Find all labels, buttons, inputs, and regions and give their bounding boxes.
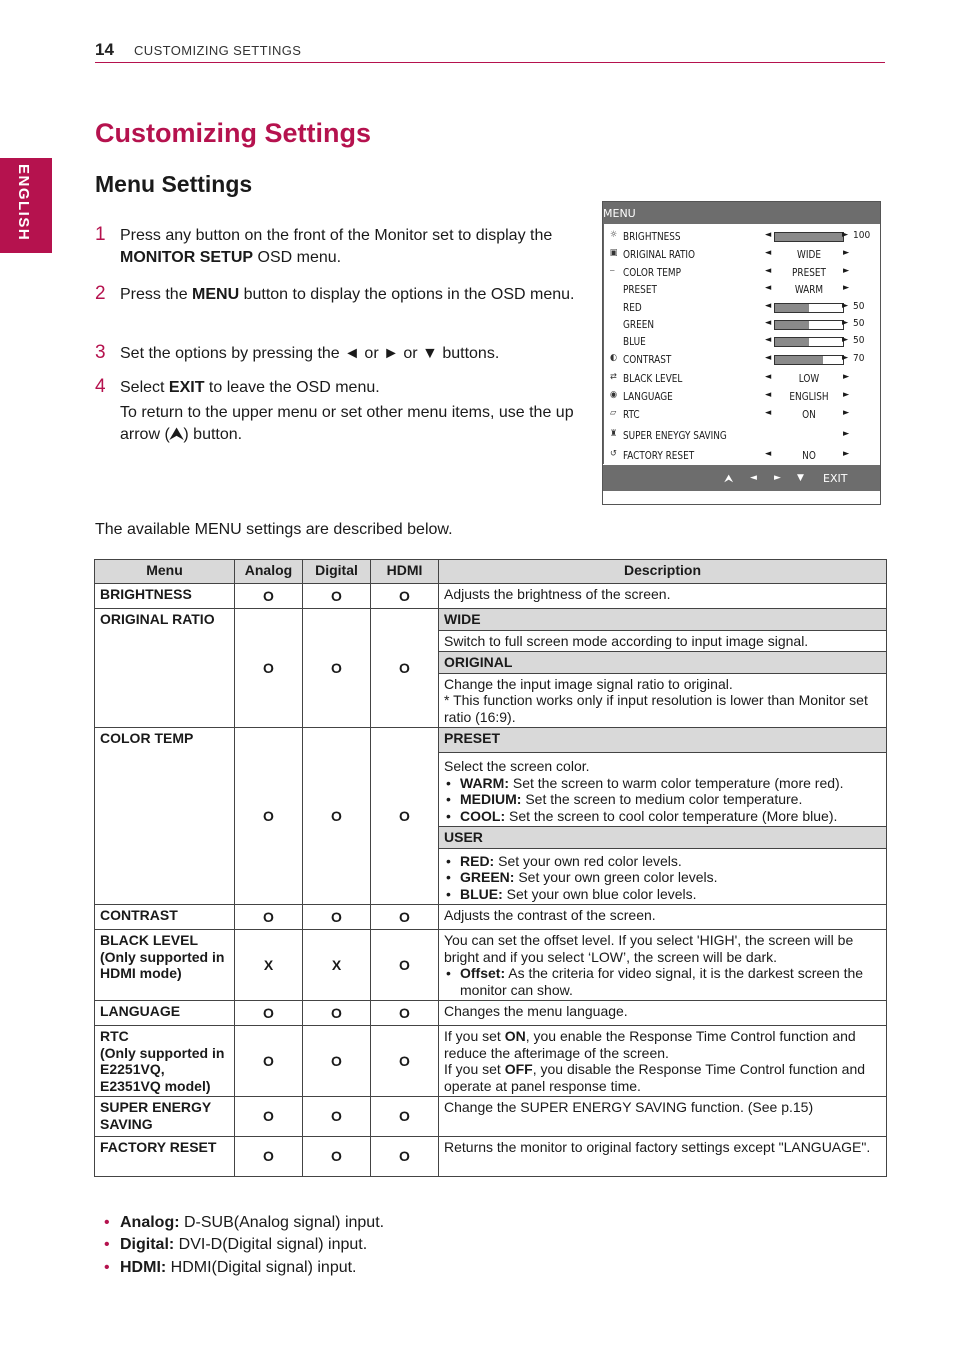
step-text: Press the (120, 286, 193, 303)
osd-menu-item (604, 390, 880, 404)
table-row (95, 1097, 887, 1137)
left-arrow-icon: ◄ (765, 353, 772, 363)
subsection-cell: ORIGINAL (439, 652, 887, 674)
hdmi-cell: O (371, 1097, 439, 1137)
description-cell (439, 673, 887, 728)
item-key: COOL: (460, 807, 506, 824)
table-row (95, 1001, 887, 1026)
osd-item-label: COLOR TEMP (623, 266, 681, 279)
digital-cell: X (303, 930, 371, 1001)
column-header: Menu (95, 560, 235, 584)
right-arrow-icon: ► (843, 390, 850, 400)
step-number: 1 (95, 224, 106, 245)
description-text (444, 1061, 881, 1094)
osd-item-value: ON (802, 408, 816, 421)
description-cell (439, 753, 887, 827)
description-text: You can set the offset level. If you select 'HIGH', the screen will be bright and if you select ‘LOW’, the screen will be dark. (444, 932, 854, 965)
osd-level-bar (774, 303, 844, 313)
osd-item-icon: ▱ (610, 408, 617, 418)
hdmi-cell: O (371, 1137, 439, 1177)
menu-cell (95, 1026, 235, 1097)
right-arrow-icon: ► (842, 335, 849, 345)
osd-level-bar (774, 355, 844, 365)
description-cell: Adjusts the contrast of the screen. (439, 905, 887, 930)
text: , you enable the Response Time Control function and reduce the afterimage of the screen. (444, 1028, 856, 1061)
item-key: RED: (460, 852, 495, 869)
page-number: 14 (95, 40, 114, 59)
hdmi-cell: O (371, 609, 439, 728)
table-row (95, 584, 887, 609)
description-cell: Adjusts the brightness of the screen. (439, 584, 887, 609)
legend-key: HDMI: (120, 1259, 167, 1276)
osd-level-fill (775, 321, 809, 329)
menu-cell: SUPER ENERGY SAVING (95, 1097, 235, 1137)
osd-title-bar (603, 202, 880, 224)
item-text: Set the screen to medium color temperature. (521, 791, 803, 807)
down-arrow-icon: ▼ (797, 473, 804, 483)
left-arrow-icon: ◄ (765, 449, 772, 459)
hdmi-cell: O (371, 1001, 439, 1026)
item-text: As the criteria for video signal, it is the darkest screen the monitor can show. (460, 965, 864, 998)
table-row (95, 609, 887, 631)
hdmi-cell: O (371, 930, 439, 1001)
osd-item-icon: ♜ (610, 429, 618, 439)
section-heading: Menu Settings (95, 171, 253, 197)
text: If you set (444, 1061, 505, 1077)
osd-menu-item (604, 449, 880, 463)
description-note: * This function works only if input resolution is lower than Monitor set ratio (16:9). (444, 692, 868, 725)
left-arrow-icon: ◄ (765, 318, 772, 328)
step-text: button to display the options in the OSD menu. (239, 286, 575, 303)
left-arrow-icon: ◄ (765, 408, 772, 418)
digital-cell: O (303, 1026, 371, 1097)
step-1 (95, 225, 575, 269)
step-3 (95, 343, 575, 365)
item-key: GREEN: (460, 869, 515, 885)
step-bold: MENU (192, 286, 240, 303)
list-item (444, 853, 881, 870)
menu-cell: CONTRAST (95, 905, 235, 930)
osd-menu-illustration (602, 201, 881, 505)
left-arrow-icon: ◄ (765, 248, 772, 258)
description-cell (439, 1026, 887, 1097)
analog-cell: O (235, 1001, 303, 1026)
osd-title: MENU (603, 207, 636, 220)
osd-item-icon: ⎯ (610, 266, 615, 276)
analog-cell: O (235, 728, 303, 905)
step-bold: MONITOR SETUP (120, 249, 254, 266)
osd-level-value: 50 (853, 335, 865, 346)
osd-item-label: ORIGINAL RATIO (623, 248, 696, 261)
legend-key: Analog: (120, 1214, 180, 1231)
left-arrow-icon: ◄ (765, 390, 772, 400)
menu-name: RTC (100, 1028, 129, 1044)
digital-cell: O (303, 1001, 371, 1026)
osd-menu-item (604, 266, 880, 280)
osd-menu-item (604, 318, 880, 332)
text: , you disable the Response Time Control function and operate at panel response time. (444, 1061, 866, 1094)
text: If you set (444, 1028, 505, 1044)
language-tab (0, 158, 52, 253)
list-item (444, 791, 881, 808)
right-arrow-icon: ► (843, 372, 850, 382)
item-text: Set your own green color levels. (514, 869, 718, 885)
left-arrow-icon: ◄ (765, 283, 772, 293)
section-title: CUSTOMIZING SETTINGS (134, 43, 302, 58)
osd-item-icon: ⇄ (610, 372, 617, 382)
osd-level-fill (775, 338, 809, 346)
list-item (444, 775, 881, 792)
analog-cell: O (235, 584, 303, 609)
page-title: Customizing Settings (95, 118, 371, 148)
osd-footer-bar (603, 465, 880, 491)
osd-item-label: BLACK LEVEL (623, 372, 683, 385)
osd-menu-item (604, 372, 880, 386)
description-cell: Changes the menu language. (439, 1001, 887, 1026)
description-text: Select the screen color. (444, 758, 590, 774)
subsection-cell: WIDE (439, 609, 887, 631)
analog-cell: O (235, 609, 303, 728)
legend-item-digital (104, 1236, 604, 1254)
osd-level-bar (774, 232, 844, 242)
osd-item-icon: ◉ (610, 390, 618, 400)
osd-item-label: RTC (623, 408, 640, 421)
osd-level-bar (774, 320, 844, 330)
right-arrow-icon: ► (843, 408, 850, 418)
header-rule (95, 62, 885, 63)
osd-menu-item (604, 230, 880, 244)
osd-item-label: LANGUAGE (623, 390, 673, 403)
osd-item-value: ENGLISH (789, 390, 829, 403)
analog-cell: X (235, 930, 303, 1001)
left-arrow-icon: ◄ (765, 230, 772, 240)
subsection-cell: USER (439, 827, 887, 849)
menu-cell (95, 930, 235, 1001)
right-arrow-icon: ► (842, 301, 849, 311)
table-intro: The available MENU settings are described below. (95, 521, 453, 538)
osd-level-value: 50 (853, 301, 865, 312)
digital-cell: O (303, 1097, 371, 1137)
osd-level-value: 50 (853, 318, 865, 329)
osd-item-value: WARM (794, 283, 824, 296)
osd-item-label: CONTRAST (623, 353, 672, 366)
legend-text: HDMI(Digital signal) input. (166, 1259, 357, 1276)
osd-item-value: WIDE (797, 248, 821, 261)
osd-menu-item (604, 408, 880, 422)
osd-menu-item (604, 301, 880, 315)
menu-cell: COLOR TEMP (95, 728, 235, 905)
osd-item-icon: ◐ (610, 353, 618, 363)
step-number: 3 (95, 342, 106, 363)
menu-settings-table (94, 559, 887, 1177)
list-item (444, 886, 881, 903)
step-number: 4 (95, 376, 106, 397)
osd-item-icon: ↺ (610, 449, 617, 459)
up-arrow-icon: ⮝ (169, 426, 184, 443)
subsection-cell: PRESET (439, 728, 887, 753)
right-arrow-icon: ► (843, 449, 850, 459)
osd-menu-item (604, 283, 880, 297)
table-row (95, 728, 887, 753)
osd-menu-panel (603, 224, 880, 464)
hdmi-cell: O (371, 1026, 439, 1097)
bullet-icon: • (104, 1259, 110, 1276)
osd-level-fill (775, 233, 843, 241)
text-bold: ON (504, 1028, 526, 1044)
table-header-row (95, 560, 887, 584)
column-header: HDMI (371, 560, 439, 584)
text-bold: OFF (504, 1061, 533, 1077)
menu-cell: BRIGHTNESS (95, 584, 235, 609)
hdmi-cell: O (371, 905, 439, 930)
osd-level-fill (775, 356, 823, 364)
left-arrow-icon: ◄ (765, 372, 772, 382)
osd-item-label: BLUE (623, 335, 646, 348)
right-arrow-icon: ► (842, 318, 849, 328)
hdmi-cell: O (371, 728, 439, 905)
hdmi-cell: O (371, 584, 439, 609)
description-cell: Switch to full screen mode according to input image signal. (439, 630, 887, 652)
item-text: Set the screen to warm color temperature (more red). (509, 774, 844, 791)
column-header: Digital (303, 560, 371, 584)
table-row (95, 905, 887, 930)
up-arrow-icon: ⮝ (724, 472, 734, 485)
osd-menu-item (604, 353, 880, 367)
step-2 (95, 284, 575, 306)
step-text: ) button. (183, 426, 243, 443)
step-text: Select (120, 379, 169, 396)
osd-menu-item (604, 248, 880, 262)
osd-menu-item (604, 429, 880, 443)
description-cell (439, 848, 887, 905)
osd-item-value: NO (802, 449, 816, 462)
osd-item-label: SUPER ENEYGY SAVING (623, 429, 727, 442)
menu-cell: ORIGINAL RATIO (95, 609, 235, 728)
item-text: Set the screen to cool color temperature (More blue). (505, 807, 838, 824)
description-text: Change the input image signal ratio to original. (444, 675, 733, 692)
right-arrow-icon: ► (842, 230, 849, 240)
left-arrow-icon: ◄ (765, 301, 772, 311)
description-cell (439, 930, 887, 1001)
menu-name: BLACK LEVEL (100, 932, 198, 948)
osd-item-label: GREEN (623, 318, 655, 331)
step-bold: EXIT (168, 379, 205, 396)
step-number: 2 (95, 283, 106, 304)
osd-item-label: RED (623, 301, 642, 314)
left-arrow-icon: ◄ (750, 473, 757, 483)
step-text: to leave the OSD menu. (204, 379, 380, 396)
digital-cell: O (303, 609, 371, 728)
osd-item-value: PRESET (792, 266, 826, 279)
bullet-icon: • (104, 1236, 110, 1253)
column-header: Analog (235, 560, 303, 584)
item-key: Offset: (460, 965, 506, 981)
right-arrow-icon: ► (843, 266, 850, 276)
right-arrow-icon: ► (774, 473, 781, 483)
analog-cell: O (235, 905, 303, 930)
step-text: OSD menu. (253, 249, 342, 266)
column-header: Description (439, 560, 887, 584)
list-item (444, 869, 881, 886)
legend-key: Digital: (120, 1236, 175, 1253)
osd-level-value: 70 (853, 353, 865, 364)
step-4 (95, 377, 575, 446)
right-arrow-icon: ► (843, 248, 850, 258)
osd-item-icon: ☼ (610, 230, 618, 240)
analog-cell: O (235, 1137, 303, 1177)
right-arrow-icon: ► (842, 353, 849, 363)
osd-menu-item (604, 335, 880, 349)
osd-item-label: FACTORY RESET (623, 449, 695, 462)
list-item (444, 965, 881, 998)
description-text (444, 1028, 881, 1061)
analog-cell: O (235, 1026, 303, 1097)
description-cell: Change the SUPER ENERGY SAVING function. (See p.15) (439, 1097, 887, 1137)
bullet-icon: • (104, 1214, 110, 1231)
osd-level-bar (774, 337, 844, 347)
menu-cell: FACTORY RESET (95, 1137, 235, 1177)
osd-item-value: LOW (798, 372, 820, 385)
list-item (444, 808, 881, 825)
digital-cell: O (303, 1137, 371, 1177)
item-text: Set your own red color levels. (494, 852, 682, 869)
menu-cell: LANGUAGE (95, 1001, 235, 1026)
digital-cell: O (303, 905, 371, 930)
osd-item-label: BRIGHTNESS (623, 230, 681, 243)
menu-note: (Only supported in E2251VQ, E2351VQ model) (100, 1044, 225, 1094)
right-arrow-icon: ► (843, 283, 850, 293)
item-key: WARM: (460, 774, 509, 791)
table-row (95, 1137, 887, 1177)
left-arrow-icon: ◄ (765, 266, 772, 276)
osd-item-icon: ▣ (610, 248, 618, 258)
osd-exit-label: EXIT (823, 472, 848, 485)
step-text: To return to the upper menu or set other menu items, use the up arrow ( (120, 404, 574, 443)
table-row (95, 930, 887, 1001)
description-cell: Returns the monitor to original factory settings except "LANGUAGE". (439, 1137, 887, 1177)
item-key: MEDIUM: (460, 791, 522, 807)
language-tab-label: ENGLISH (15, 164, 32, 242)
digital-cell: O (303, 728, 371, 905)
step-text: Set the options by pressing the ◄ or ► or ▼ buttons. (120, 345, 500, 362)
menu-note: (Only supported in HDMI mode) (100, 948, 225, 981)
digital-cell: O (303, 584, 371, 609)
step-text: Press any button on the front of the Monitor set to display the (120, 227, 553, 244)
item-text: Set your own blue color levels. (502, 885, 697, 902)
right-arrow-icon: ► (843, 429, 850, 439)
osd-level-fill (775, 304, 809, 312)
legend-text: D-SUB(Analog signal) input. (179, 1214, 385, 1231)
legend-item-hdmi (104, 1259, 604, 1277)
osd-level-value: 100 (853, 230, 871, 241)
legend-text: DVI-D(Digital signal) input. (174, 1236, 368, 1253)
osd-item-label: PRESET (623, 283, 657, 296)
analog-cell: O (235, 1097, 303, 1137)
item-key: BLUE: (460, 885, 503, 902)
table-row (95, 1026, 887, 1097)
legend-item-analog (104, 1214, 604, 1232)
left-arrow-icon: ◄ (765, 335, 772, 345)
